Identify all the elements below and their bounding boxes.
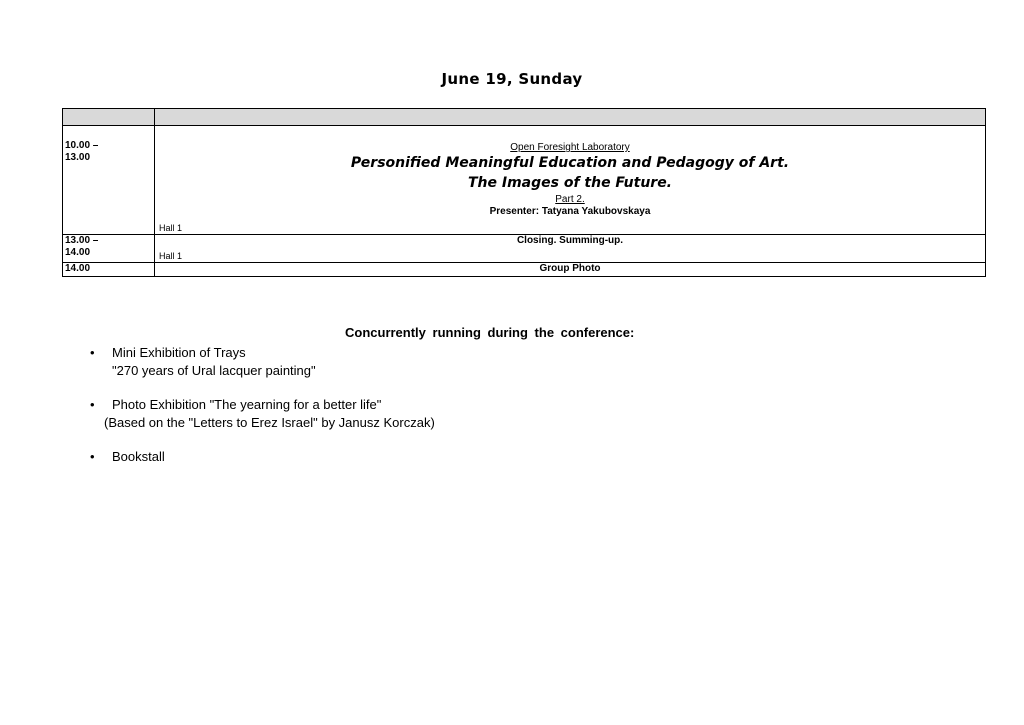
bullet-icon: • bbox=[90, 449, 95, 464]
table-row bbox=[63, 234, 985, 262]
time-cell bbox=[63, 263, 155, 276]
event-cell bbox=[155, 126, 985, 234]
item-line2: "270 years of Ural lacquer painting" bbox=[112, 363, 316, 378]
header-cell-time bbox=[63, 109, 155, 125]
hall-label: Hall 1 bbox=[159, 223, 183, 233]
event-cell bbox=[155, 263, 985, 276]
list-item bbox=[88, 448, 435, 466]
lab-title: Open Foresight Laboratory bbox=[510, 142, 630, 153]
schedule-table bbox=[62, 108, 986, 277]
item-line2: (Based on the "Letters to Erez Israel" by Janusz Korczak) bbox=[104, 415, 435, 430]
group-photo-event: Group Photo bbox=[539, 263, 601, 274]
hall-label: Hall 1 bbox=[159, 251, 183, 261]
event-cell bbox=[155, 235, 985, 262]
table-row bbox=[63, 262, 985, 276]
part-label: Part 2. bbox=[555, 194, 585, 205]
time-start: 13.00 – bbox=[65, 235, 99, 246]
time-start: 10.00 – bbox=[65, 140, 99, 151]
page-title: June 19, Sunday bbox=[441, 70, 583, 88]
table-row bbox=[63, 125, 985, 234]
list-item bbox=[88, 396, 435, 432]
session-title-line1: Personified Meaningful Education and Pedagogy of Art. bbox=[350, 155, 790, 171]
time-end: 14.00 bbox=[65, 247, 91, 258]
list-item bbox=[88, 344, 435, 380]
time-end: 13.00 bbox=[65, 152, 91, 163]
bullet-icon: • bbox=[90, 397, 95, 412]
concurrent-list bbox=[88, 344, 435, 466]
item-line1: Photo Exhibition "The yearning for a better life" bbox=[112, 397, 382, 412]
session-title bbox=[155, 153, 985, 193]
header-cell-event bbox=[155, 109, 985, 125]
table-header-row bbox=[63, 109, 985, 125]
time-cell bbox=[63, 235, 155, 262]
bullet-icon: • bbox=[90, 345, 95, 360]
session-title-line2: The Images of the Future. bbox=[467, 175, 673, 191]
presenter: Presenter: Tatyana Yakubovskaya bbox=[489, 206, 651, 217]
item-line1: Bookstall bbox=[112, 449, 165, 464]
time-cell bbox=[63, 126, 155, 234]
item-line1: Mini Exhibition of Trays bbox=[112, 345, 246, 360]
closing-event: Closing. Summing-up. bbox=[516, 235, 624, 246]
time-start: 14.00 bbox=[65, 263, 91, 274]
concurrent-title: Concurrently running during the conference: bbox=[345, 325, 635, 340]
